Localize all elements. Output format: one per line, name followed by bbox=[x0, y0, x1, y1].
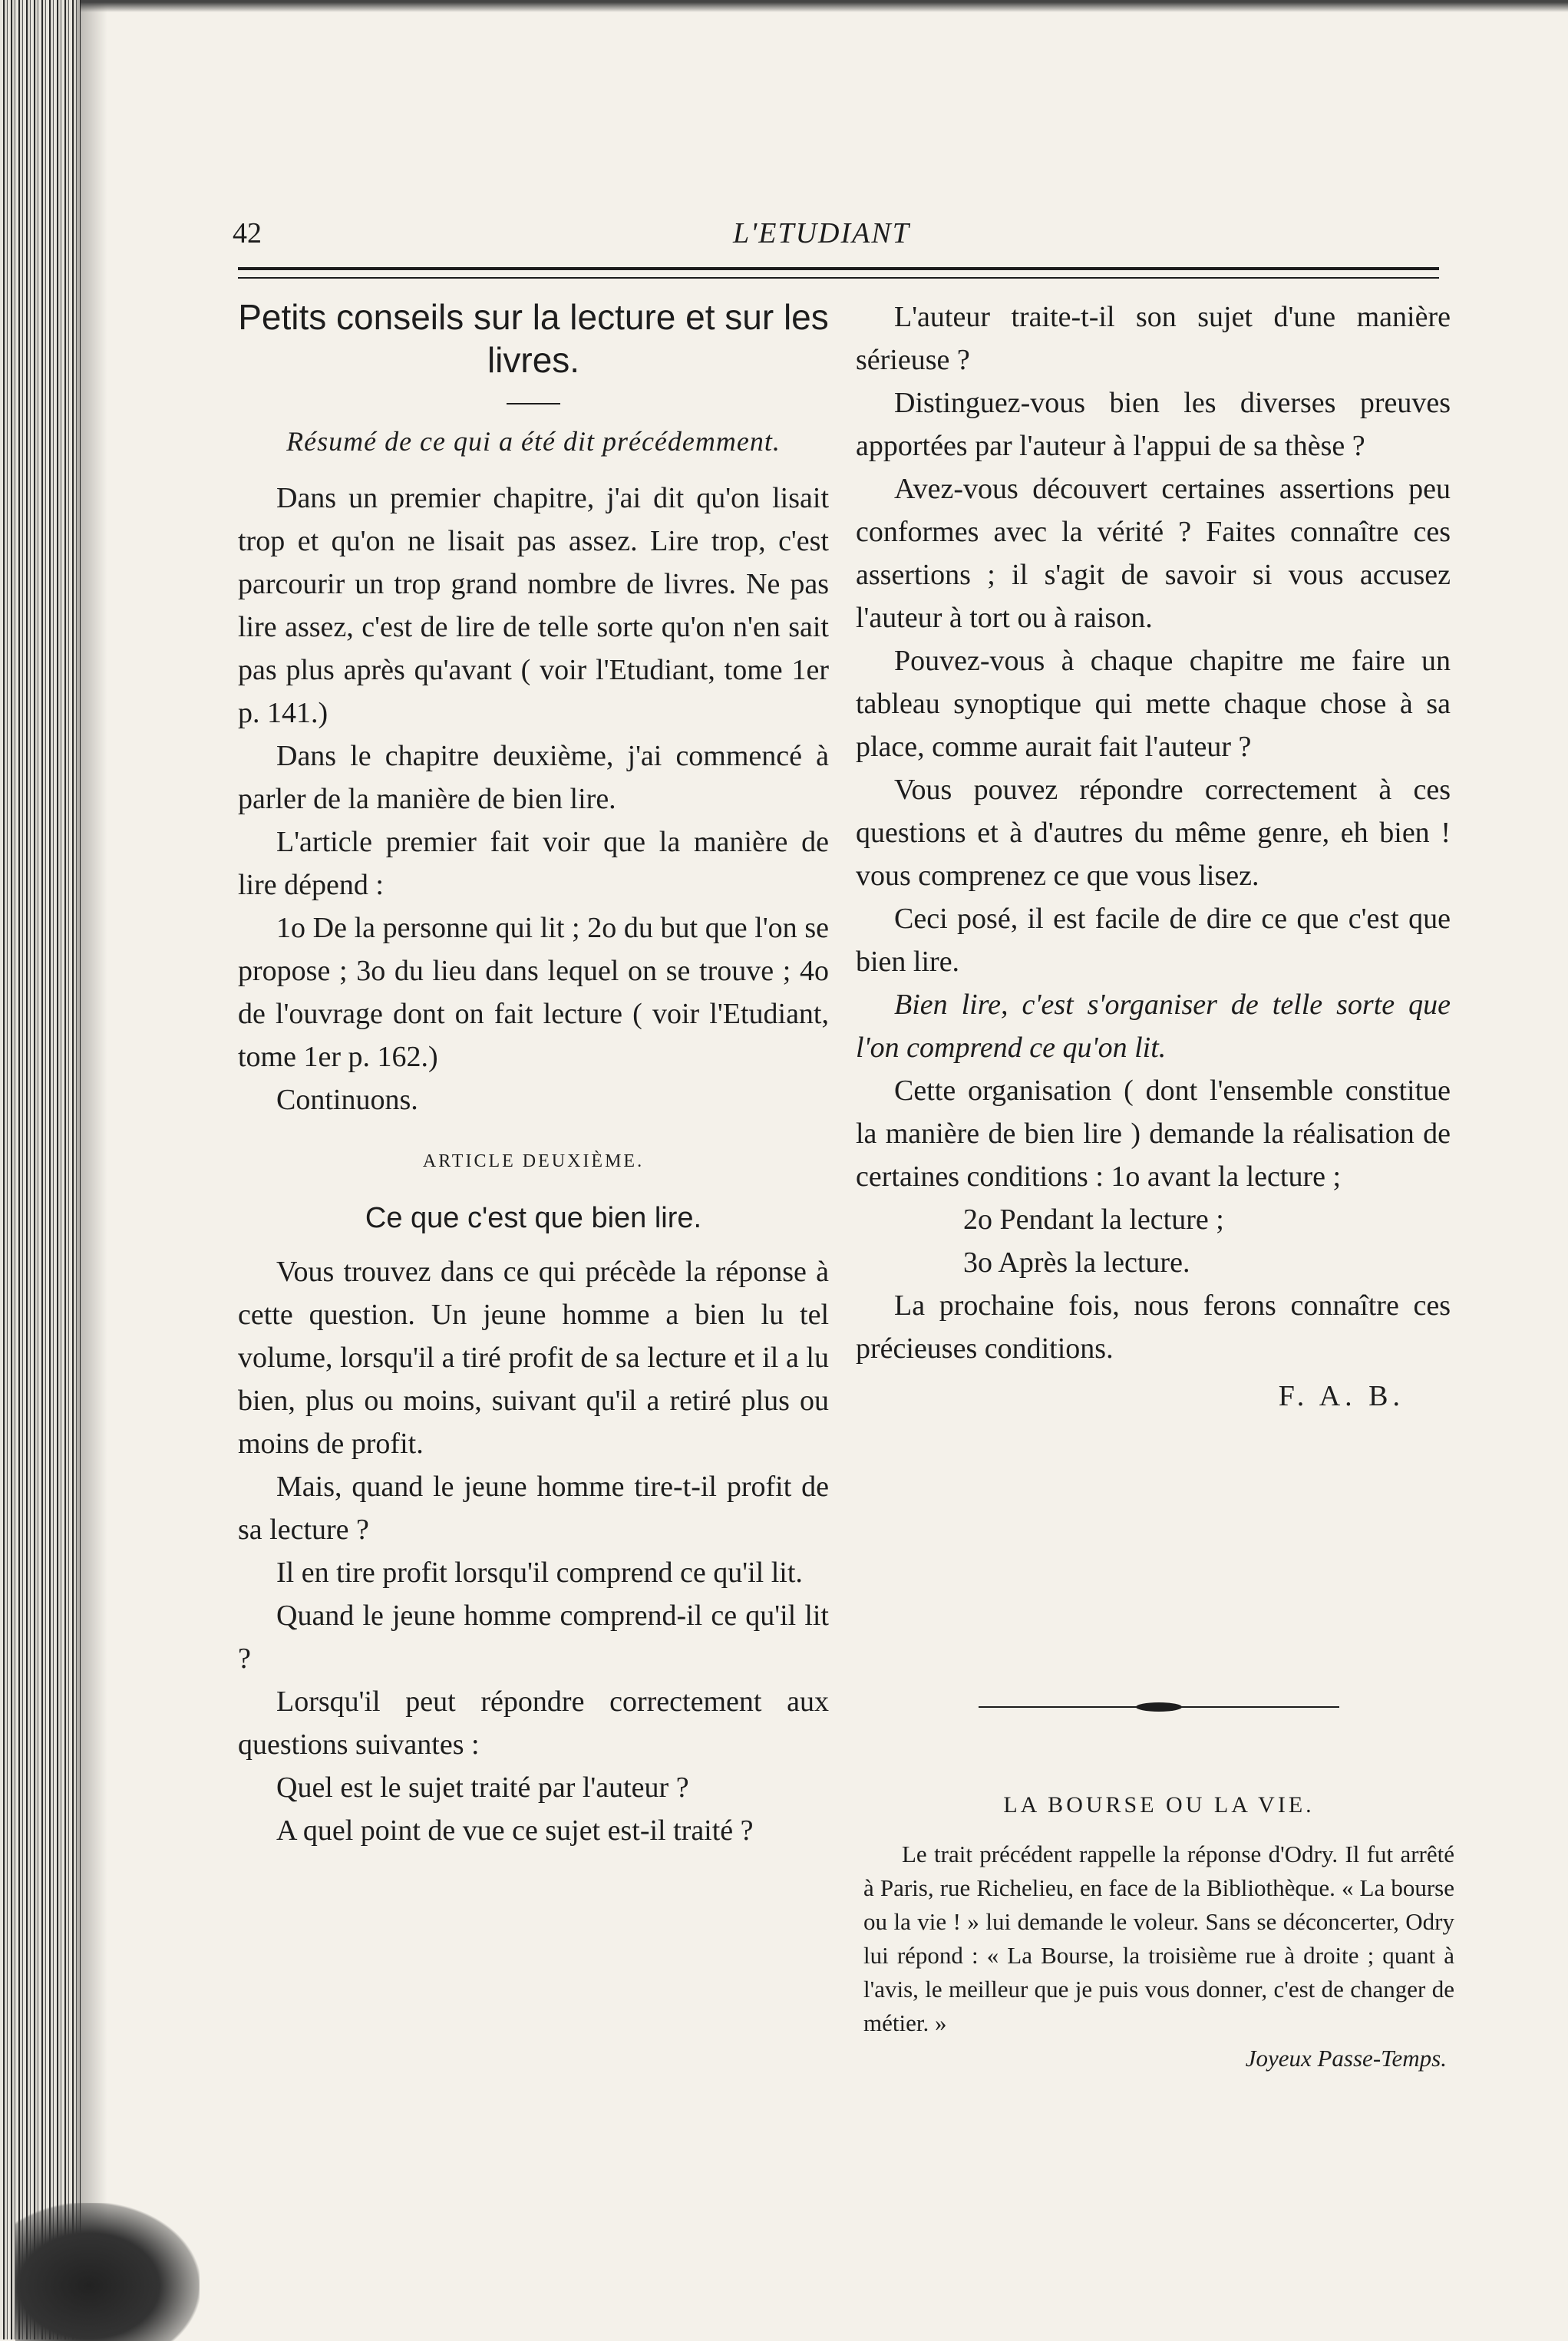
list-line: 3o Après la lecture. bbox=[963, 1246, 1190, 1279]
anecdote-source: Joyeux Passe-Temps. bbox=[1245, 2045, 1447, 2072]
paragraph: Ceci posé, il est facile de dire ce que c'est que bien lire. bbox=[856, 903, 1451, 978]
paragraph: Il en tire profit lorsqu'il comprend ce qu'il lit. bbox=[276, 1557, 803, 1589]
paragraph: Quel est le sujet traité par l'auteur ? bbox=[276, 1771, 689, 1804]
title-divider bbox=[507, 403, 560, 404]
paragraph: A quel point de vue ce sujet est-il traité ? bbox=[276, 1814, 754, 1847]
paragraph: Bien lire, c'est s'organiser de telle sorte que l'on comprend ce qu'on lit. bbox=[856, 989, 1451, 1064]
ornament-center-icon bbox=[1136, 1702, 1182, 1712]
article-title: Petits conseils sur la lecture et sur les livres. bbox=[238, 297, 829, 380]
page-number: 42 bbox=[233, 217, 262, 249]
paragraph: Dans un premier chapitre, j'ai dit qu'on lisait trop et qu'on ne lisait pas assez. Lire trop, c'est parcourir un trop grand nombre de livres. Ne pas lire assez, c'est de lire de telle sorte qu'on n'en sait pas plus après qu'avant ( voir l'Etudiant, tome 1er p. 141.) bbox=[238, 482, 829, 729]
paragraph: L'article premier fait voir que la manière de lire dépend : bbox=[238, 826, 829, 901]
paragraph: Avez-vous découvert certaines assertions peu conformes avec la vérité ? Faites connaître ces assertions ; il s'agit de savoir si vous accusez l'auteur à tort ou à raison. bbox=[856, 473, 1451, 634]
paragraph: Distinguez-vous bien les diverses preuves apportées par l'auteur à l'appui de sa thèse ? bbox=[856, 387, 1451, 462]
subsection-title: Ce que c'est que bien lire. bbox=[365, 1202, 702, 1234]
paragraph: Lorsqu'il peut répondre correctement aux questions suivantes : bbox=[238, 1686, 829, 1761]
paragraph: Vous pouvez répondre correctement à ces questions et à d'autres du même genre, eh bien ! vous comprenez ce que vous lisez. bbox=[856, 774, 1451, 892]
binding-edge bbox=[0, 0, 81, 2339]
running-title: L'ETUDIANT bbox=[733, 217, 910, 249]
summary-heading: Résumé de ce qui a été dit précédemment. bbox=[286, 426, 781, 457]
anecdote bbox=[863, 1788, 1454, 2075]
paragraph: Continuons. bbox=[276, 1084, 418, 1116]
paragraph: L'auteur traite-t-il son sujet d'une manière sérieuse ? bbox=[856, 301, 1451, 376]
paragraph: La prochaine fois, nous ferons connaître ces précieuses conditions. bbox=[856, 1289, 1451, 1365]
paragraph: Quand le jeune homme comprend-il ce qu'il lit ? bbox=[238, 1600, 829, 1675]
paragraph: 1o De la personne qui lit ; 2o du but que l'on se propose ; 3o du lieu dans lequel on se trouve ; 4o de l'ouvrage dont on fait lecture ( voir l'Etudiant, tome 1er p. 162.) bbox=[238, 912, 829, 1073]
paragraph: Pouvez-vous à chaque chapitre me faire un tableau synoptique qui mette chaque chose à sa place, comme aurait fait l'auteur ? bbox=[856, 645, 1451, 763]
paragraph: Vous trouvez dans ce qui précède la réponse à cette question. Un jeune homme a bien lu tel volume, lorsqu'il a tiré profit de sa lecture et il a lu bien, plus ou moins, suivant qu'il a retiré plus ou moins de profit. bbox=[238, 1256, 829, 1460]
anecdote-text: Le trait précédent rappelle la réponse d'Odry. Il fut arrêté à Paris, rue Richelieu, en face de la Bibliothèque. « La bourse ou la vie ! » lui demande le voleur. Sans se déconcerter, Odry lui répond : « La Bourse, la troisième rue à droite ; quant à l'avis, le meilleur que je puis vous donner, c'est de changer de métier. » bbox=[863, 1841, 1454, 2036]
page-header bbox=[226, 216, 1439, 255]
page-top-edge bbox=[81, 0, 1568, 12]
list-line: 2o Pendant la lecture ; bbox=[963, 1204, 1224, 1236]
section-label: ARTICLE DEUXIÈME. bbox=[422, 1151, 645, 1171]
signature: F. A. B. bbox=[1278, 1380, 1405, 1412]
ornament-divider bbox=[979, 1702, 1339, 1712]
anecdote-title: LA BOURSE OU LA VIE. bbox=[1003, 1792, 1315, 1818]
paragraph: Mais, quand le jeune homme tire-t-il profit de sa lecture ? bbox=[238, 1471, 829, 1546]
paragraph: Cette organisation ( dont l'ensemble constitue la manière de bien lire ) demande la réalisation de certaines conditions : 1o avant la lecture ; bbox=[856, 1075, 1451, 1193]
right-column bbox=[856, 296, 1451, 1418]
paragraph: Dans le chapitre deuxième, j'ai commencé à parler de la manière de bien lire. bbox=[238, 740, 829, 815]
binding-shadow bbox=[77, 0, 107, 2339]
ink-blot bbox=[15, 2203, 200, 2341]
left-column bbox=[238, 296, 829, 1852]
header-rule bbox=[238, 267, 1439, 279]
